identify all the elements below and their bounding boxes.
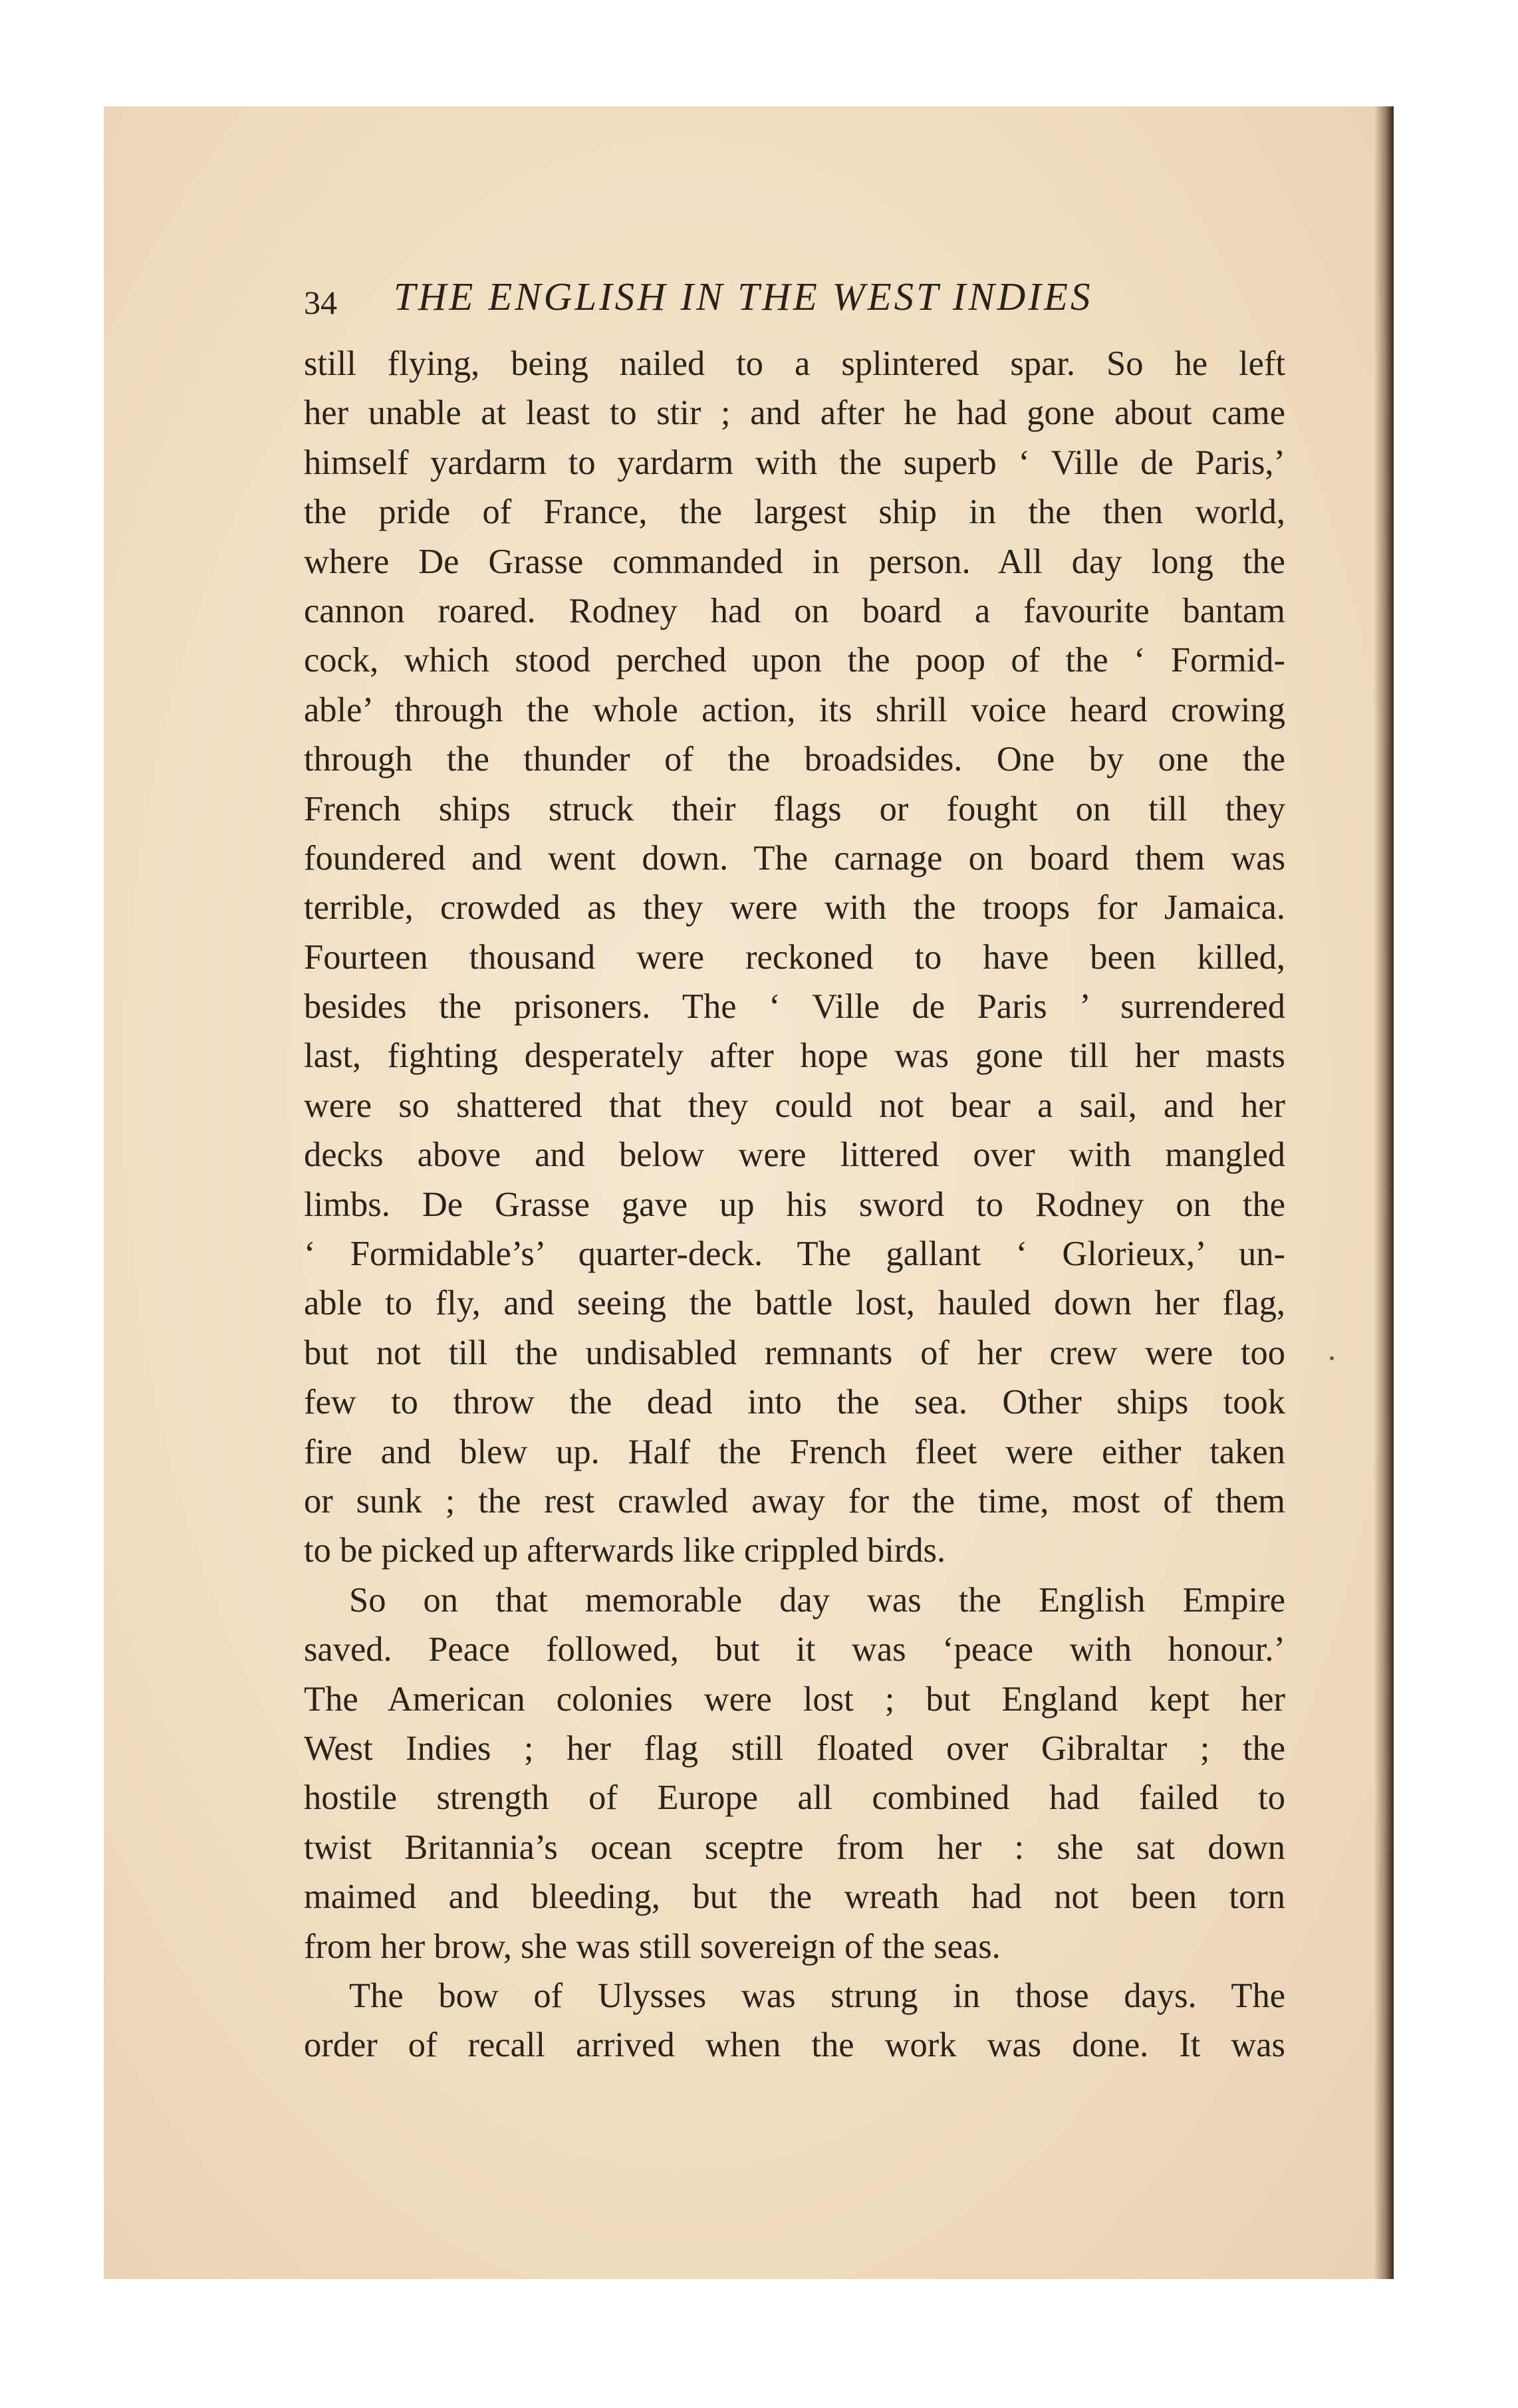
text-line: or sunk ; the rest crawled away for the time, most of them <box>304 1481 1285 1520</box>
paragraph <box>304 339 1285 1576</box>
text-line: decks above and below were littered over with mangled <box>304 1136 1285 1175</box>
text-line: order of recall arrived when the work was done. It was <box>304 2026 1285 2065</box>
text-line: able’ through the whole action, its shrill voice heard crowing <box>304 690 1285 729</box>
text-line: Fourteen thousand were reckoned to have been killed, <box>304 937 1285 977</box>
text-line: last, fighting desperately after hope was gone till her masts <box>304 1036 1285 1076</box>
paragraph <box>304 1971 1285 2070</box>
text-line: The bow of Ulysses was strung in those days. The <box>349 1976 1285 2015</box>
text-line: cock, which stood perched upon the poop of the ‘ Formid- <box>304 641 1285 680</box>
text-line: to be picked up afterwards like crippled birds. <box>304 1531 946 1570</box>
text-line: were so shattered that they could not bear a sail, and her <box>304 1086 1285 1125</box>
running-head <box>304 274 1182 320</box>
text-line: ‘ Formidable’s’ quarter-deck. The gallant ‘ Glorieux,’ un- <box>304 1235 1285 1274</box>
text-line: hostile strength of Europe all combined had failed to <box>304 1778 1285 1818</box>
text-line: terrible, crowded as they were with the troops for Jamaica. <box>304 888 1285 927</box>
text-line: So on that memorable day was the English Empire <box>349 1580 1285 1620</box>
text-line: besides the prisoners. The ‘ Ville de Paris ’ surrendered <box>304 987 1285 1026</box>
text-line: West Indies ; her flag still floated over Gibraltar ; the <box>304 1729 1285 1768</box>
text-line: where De Grasse commanded in person. All day long the <box>304 542 1285 581</box>
running-head-title: THE ENGLISH IN THE WEST INDIES <box>394 275 1093 318</box>
paragraph <box>304 1576 1285 1971</box>
text-line: few to throw the dead into the sea. Other ships took <box>304 1383 1285 1422</box>
body-text <box>304 339 1285 2070</box>
text-line: from her brow, she was still sovereign of the seas. <box>304 1927 1001 1966</box>
book-spine-shadow <box>1374 106 1394 2279</box>
text-line: the pride of France, the largest ship in the then world, <box>304 493 1285 532</box>
text-line: but not till the undisabled remnants of her crew were too <box>304 1333 1285 1372</box>
text-line: saved. Peace followed, but it was ‘peace with honour.’ <box>304 1630 1285 1669</box>
text-line: cannon roared. Rodney had on board a favourite bantam <box>304 591 1285 630</box>
text-line: still flying, being nailed to a splintered spar. So he left <box>304 344 1285 383</box>
text-line: limbs. De Grasse gave up his sword to Rodney on the <box>304 1185 1285 1224</box>
text-line: fire and blew up. Half the French fleet were either taken <box>304 1432 1285 1471</box>
text-line: The American colonies were lost ; but England kept her <box>304 1679 1285 1719</box>
page-number: 34 <box>304 284 337 321</box>
text-line: himself yardarm to yardarm with the superb ‘ Ville de Paris,’ <box>304 443 1285 482</box>
text-line: twist Britannia’s ocean sceptre from her : she sat down <box>304 1828 1285 1867</box>
text-line: able to fly, and seeing the battle lost, hauled down her flag, <box>304 1284 1285 1323</box>
text-line: maimed and bleeding, but the wreath had not been torn <box>304 1877 1285 1917</box>
text-line: her unable at least to stir ; and after he had gone about came <box>304 394 1285 433</box>
text-line: French ships struck their flags or fought on till they <box>304 789 1285 828</box>
text-line: foundered and went down. The carnage on board them was <box>304 838 1285 878</box>
text-line: through the thunder of the broadsides. One by one the <box>304 740 1285 779</box>
ink-speck <box>1330 1356 1334 1360</box>
